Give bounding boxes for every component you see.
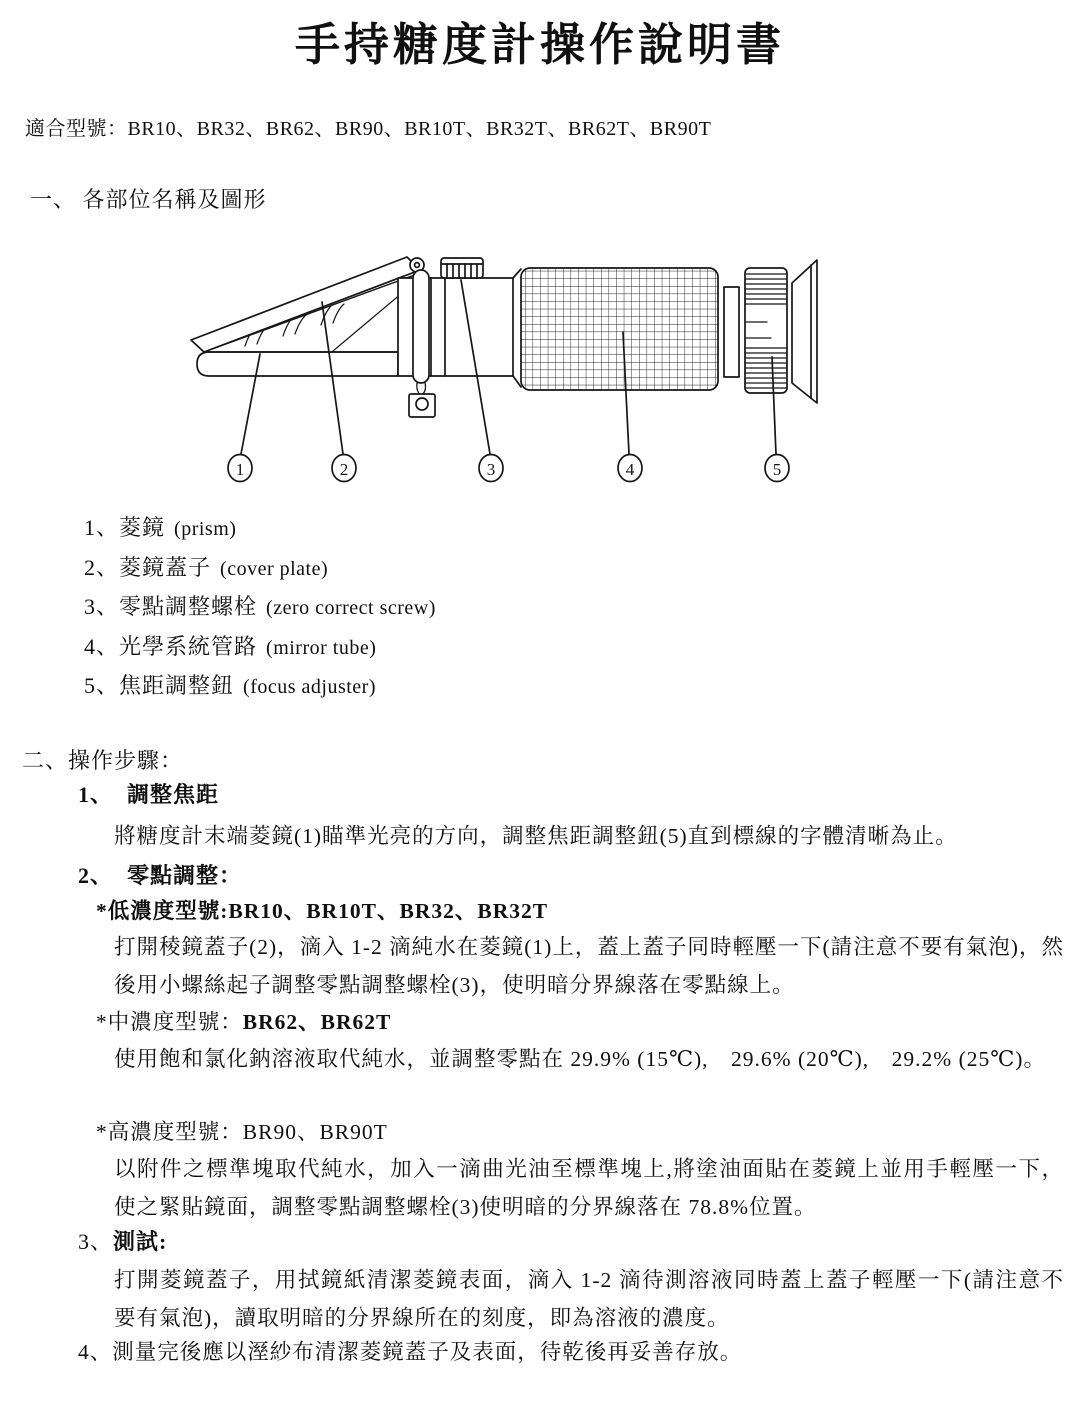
step3-body: 打開菱鏡蓋子，用拭鏡紙清潔菱鏡表面，滴入 1-2 滴待測溶液同時蓋上蓋子輕壓一下(請注意不要有氣泡)，讀取明暗的分界線所在的刻度，即為溶液的濃度。 <box>114 1268 1064 1330</box>
zero-correct-screw <box>441 258 483 278</box>
section2-heading: 二、操作步驟： <box>22 748 184 773</box>
step4-number: 4、 <box>78 1340 113 1364</box>
clamp-foot <box>409 394 435 417</box>
refractometer-diagram <box>183 248 873 498</box>
callout-5 <box>765 455 789 482</box>
callout-3 <box>479 455 503 482</box>
mid-label-text: *中濃度型號： <box>96 1010 243 1034</box>
part-item-mirror-tube <box>84 628 436 668</box>
part-item-cover-plate <box>84 549 436 589</box>
step1-title: 調整焦距 <box>127 782 220 807</box>
part-name: 焦距調整鈕 <box>119 673 235 698</box>
high-concentration-label <box>96 1115 388 1146</box>
callout-3-label: 3 <box>486 460 496 479</box>
part-name: 光學系統管路 <box>119 633 258 659</box>
callout-4 <box>618 455 642 482</box>
focus-ring <box>745 268 787 393</box>
part-name: 菱鏡蓋子 <box>119 554 212 580</box>
part-item-zero-screw <box>84 588 436 628</box>
callout-1 <box>228 455 252 482</box>
mirror-tube <box>521 268 718 390</box>
step2-heading <box>78 859 242 890</box>
callout-2-label: 2 <box>339 460 349 479</box>
clamp-strap <box>413 270 429 395</box>
section1-heading: 一、 各部位名稱及圖形 <box>30 187 267 212</box>
part-name-en: (mirror tube) <box>266 636 377 659</box>
part-name-en: (prism) <box>174 518 237 540</box>
page-title: 手持糖度計操作說明書 <box>294 20 785 70</box>
leader-line-2 <box>322 302 343 454</box>
callout-4-label: 4 <box>625 460 635 479</box>
step3-number: 3、 <box>78 1229 114 1254</box>
low-concentration-body: 打開稜鏡蓋子(2)，滴入 1-2 滴純水在菱鏡(1)上，蓋上蓋子同時輕壓一下(請注意不要有氣泡)，然後用小螺絲起子調整零點調整螺栓(3)，使明暗分界線落在零點線上。 <box>114 935 1064 997</box>
mid-concentration-label <box>96 1005 391 1036</box>
step1-body: 將糖度計末端菱鏡(1)瞄準光亮的方向，調整焦距調整鈕(5)直到標線的字體清晰為止。 <box>114 824 958 848</box>
part-name-en: (focus adjuster) <box>243 676 376 698</box>
models-line: 適合型號：BR10、BR32、BR62、BR90、BR10T、BR32T、BR62T、BR90T <box>25 118 712 140</box>
part-number: 2、 <box>84 554 120 580</box>
tube-connector <box>724 287 739 377</box>
low-label-text: *低濃度型號: <box>96 899 229 923</box>
part-name: 菱鏡 <box>119 515 166 540</box>
high-label-models: BR90、BR90T <box>242 1120 388 1144</box>
part-item-prism <box>84 509 436 549</box>
part-item-focus-adjuster <box>84 667 436 707</box>
callout-1-label: 1 <box>235 460 245 479</box>
step1-number: 1、 <box>78 782 114 807</box>
prism-bar <box>197 352 398 376</box>
step2-title: 零點調整： <box>127 863 243 888</box>
part-number: 3、 <box>84 594 120 619</box>
step4-line <box>78 1335 1063 1366</box>
leader-line-1 <box>241 354 260 454</box>
mid-concentration-body: 使用飽和氯化鈉溶液取代純水，並調整零點在 29.9% (15℃), 29.6% (20℃), 29.2% (25℃)。 <box>114 1047 1046 1071</box>
part-name: 零點調整螺栓 <box>119 594 258 619</box>
parts-list <box>84 509 436 707</box>
low-label-models: BR10、BR10T、BR32、BR32T <box>228 899 549 923</box>
step1-heading <box>78 778 219 809</box>
step4-text: 測量完後應以溼紗布清潔菱鏡蓋子及表面，待乾後再妥善存放。 <box>112 1340 743 1364</box>
part-number: 4、 <box>84 633 120 659</box>
part-number: 5、 <box>84 673 120 698</box>
part-name-en: (zero correct screw) <box>266 597 436 619</box>
callout-5-label: 5 <box>772 460 782 479</box>
low-concentration-label <box>96 894 548 925</box>
eyepiece-cone <box>792 260 817 403</box>
part-number: 1、 <box>84 515 120 540</box>
step3-heading <box>78 1225 167 1256</box>
cover-plate <box>191 257 420 352</box>
high-concentration-body: 以附件之標準塊取代純水，加入一滴曲光油至標準塊上,將塗油面貼在菱鏡上並用手輕壓一下，使之緊貼鏡面，調整零點調整螺栓(3)使明暗的分界線落在 78.8%位置。 <box>114 1157 1064 1219</box>
step2-number: 2、 <box>78 863 114 888</box>
mid-label-models: BR62、BR62T <box>242 1010 392 1034</box>
part-name-en: (cover plate) <box>220 557 329 580</box>
step3-title: 測試: <box>113 1229 168 1254</box>
callout-2 <box>332 455 356 482</box>
high-label-text: *高濃度型號： <box>96 1120 243 1144</box>
